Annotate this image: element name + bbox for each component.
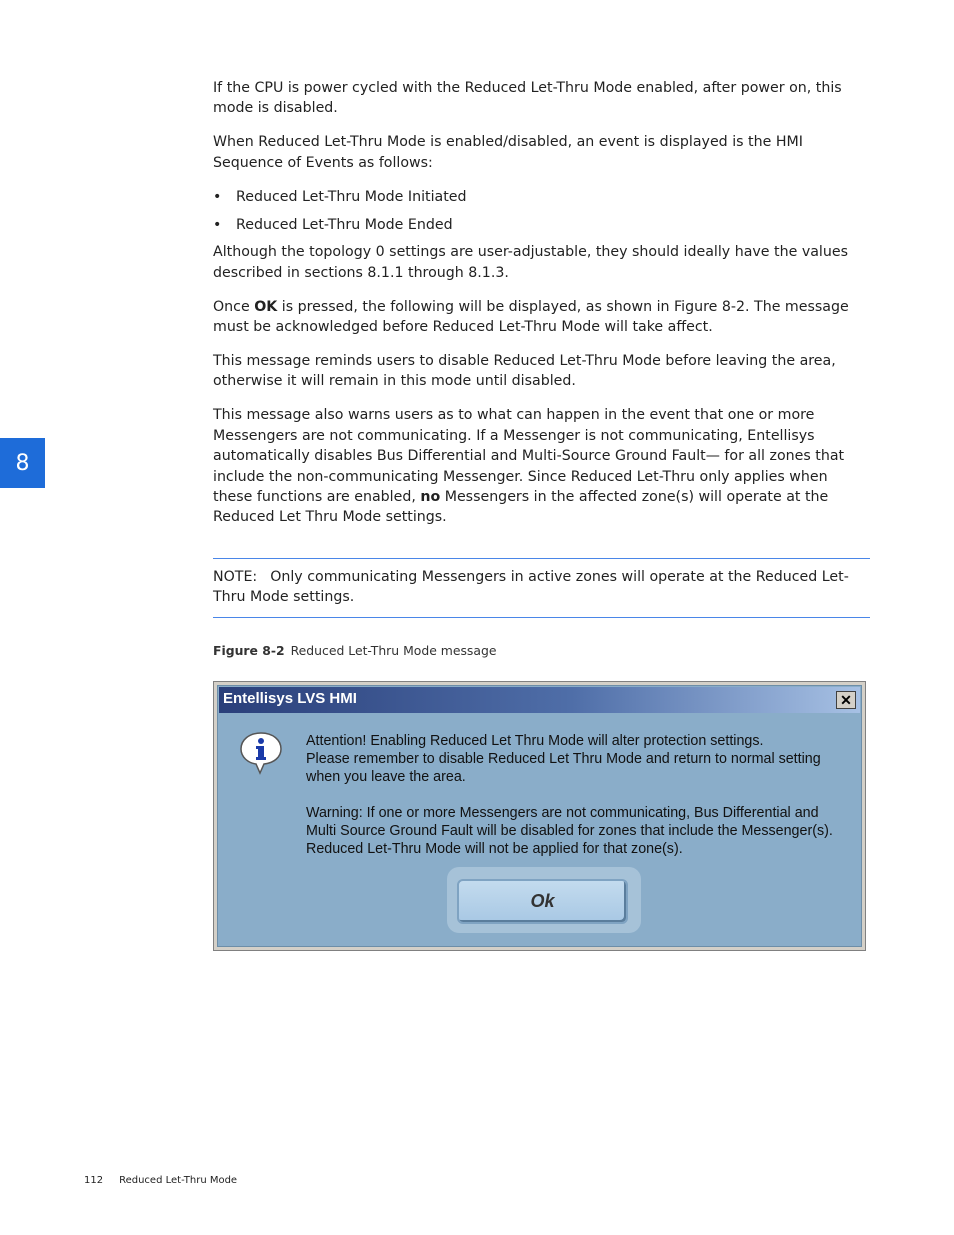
paragraph-text: Once: [213, 298, 255, 315]
figure-label: Figure 8-2: [213, 643, 285, 658]
dialog-body: [217, 685, 862, 947]
note-box: [213, 558, 870, 618]
page-footer: [84, 1175, 237, 1186]
paragraph: When Reduced Let-Thru Mode is enabled/disabled, an event is displayed is the HMI Sequence of Events as follows:: [213, 134, 803, 171]
paragraph: This message reminds users to disable Reduced Let-Thru Mode before leaving the area, otherwise it will remain in this mode until disabled.: [213, 353, 836, 390]
paragraph: [213, 405, 870, 527]
info-icon: [238, 730, 284, 776]
footer-section: Reduced Let-Thru Mode: [119, 1175, 238, 1186]
bullet-icon: •: [213, 216, 222, 233]
note-text: Only communicating Messengers in active zones will operate at the Reduced Let-Thru Mode settings.: [213, 569, 849, 606]
paragraph-text: Messengers in the affected zone(s) will operate at the Reduced Let Thru Mode settings.: [213, 489, 829, 526]
close-button[interactable]: [836, 691, 856, 709]
ok-button[interactable]: Ok: [457, 879, 628, 924]
paragraph-text: This message also warns users as to what can happen in the event that one or more Messengers are not communicating. If a Messenger is not communicating, Entellisys automatically disables Bus Differential and Multi-Source Ground Fault— for all zones that include the non-communicating Messenger. Since Reduced Let-Thru only applies when these functions are enabled,: [213, 407, 845, 505]
paragraph: If the CPU is power cycled with the Reduced Let-Thru Mode enabled, after power on, this mode is disabled.: [213, 80, 842, 117]
list-item-text: Reduced Let-Thru Mode Initiated: [236, 188, 467, 205]
dialog-title: Entellisys LVS HMI: [223, 690, 357, 707]
message-line: when you leave the area.: [306, 769, 466, 785]
paragraph-text: is pressed, the following will be displayed, as shown in Figure 8-2. The message must be acknowledged before Reduced Let-Thru Mode will take affect.: [213, 298, 849, 336]
hmi-dialog: [213, 681, 866, 951]
event-list: [213, 187, 870, 235]
paragraph-bold: no: [420, 489, 441, 505]
note-label: NOTE:: [213, 569, 258, 585]
dialog-titlebar[interactable]: [219, 687, 860, 713]
figure-caption: [213, 643, 496, 658]
paragraph-bold: OK: [254, 298, 278, 315]
bullet-icon: •: [213, 188, 222, 205]
chapter-tab: 8: [0, 438, 45, 488]
paragraph: Although the topology 0 settings are user-adjustable, they should ideally have the values described in sections 8.1.1 through 8.1.3.: [213, 244, 848, 281]
message-line: Please remember to disable Reduced Let Thru Mode and return to normal setting: [306, 751, 821, 767]
list-item: [213, 215, 870, 235]
message-line: Attention! Enabling Reduced Let Thru Mode will alter protection settings.: [306, 733, 764, 749]
page-number: 112: [84, 1175, 104, 1186]
list-item-text: Reduced Let-Thru Mode Ended: [236, 216, 453, 233]
dialog-message: [306, 732, 866, 858]
close-icon: ✕: [840, 691, 852, 708]
figure-caption-text: Reduced Let-Thru Mode message: [290, 643, 497, 658]
paragraph: [213, 297, 870, 338]
main-content: [213, 78, 870, 541]
list-item: [213, 187, 870, 207]
message-line: Multi Source Ground Fault will be disabled for zones that include the Messenger(s).: [306, 823, 833, 839]
message-line: Reduced Let-Thru Mode will not be applied for that zone(s).: [306, 841, 683, 857]
message-line: Warning: If one or more Messengers are not communicating, Bus Differential and: [306, 805, 819, 821]
